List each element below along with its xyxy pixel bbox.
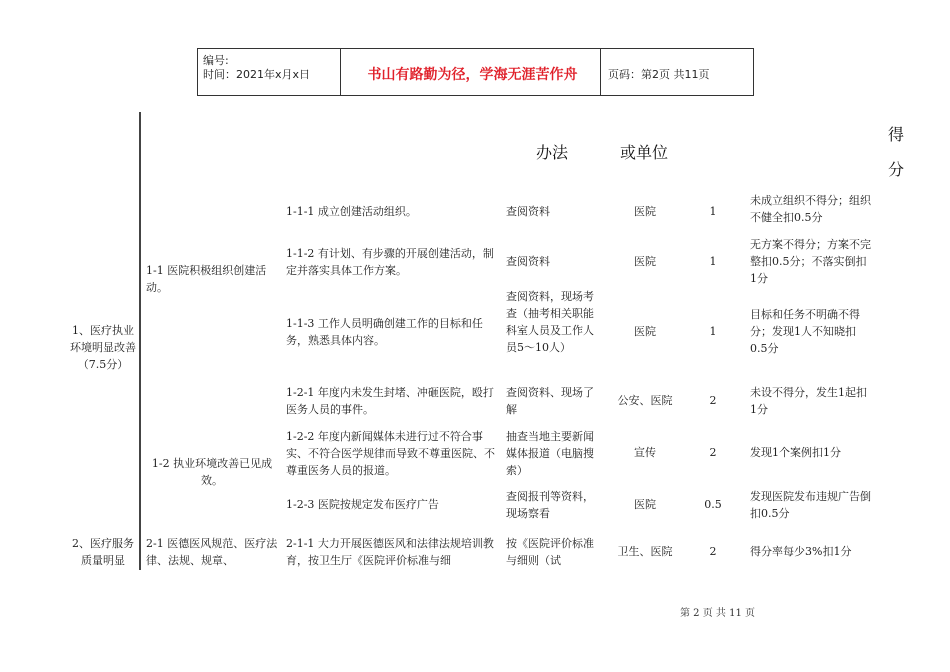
header-method: 办法 bbox=[536, 143, 569, 162]
method-cell: 查阅资料，现场考查（抽考相关职能科室人员及工作人员5～10人） bbox=[506, 290, 594, 354]
table-border-left bbox=[140, 112, 141, 570]
method-cell: 查阅资料、现场了解 bbox=[506, 386, 594, 416]
points-cell: 1 bbox=[709, 325, 717, 338]
unit-cell: 宣传 bbox=[634, 446, 656, 459]
criterion-cell: 1-1-3 工作人员明确创建工作的目标和任务，熟悉具体内容。 bbox=[286, 317, 483, 347]
method-cell: 按《医院评价标准与细则（试 bbox=[506, 537, 594, 567]
criterion-cell: 2-1-1 大力开展医德医风和法律法规培训教育，按卫生厅《医院评价标准与细 bbox=[286, 537, 494, 567]
method-cell: 查阅资料 bbox=[506, 205, 550, 218]
unit-cell: 公安、医院 bbox=[617, 394, 673, 407]
unit-cell: 医院 bbox=[634, 498, 656, 511]
criterion-cell: 1-2-2 年度内新闻媒体未进行过不符合事实、不符合医学规律而导致不尊重医院、不尊重医务人员的报道。 bbox=[286, 430, 495, 477]
unit-cell: 医院 bbox=[634, 205, 656, 218]
method-cell: 抽查当地主要新闻媒体报道（电脑搜索） bbox=[506, 430, 594, 477]
deduction-cell: 发现1个案例扣1分 bbox=[750, 446, 841, 459]
points-cell: 2 bbox=[709, 394, 717, 407]
criterion-cell: 1-1-1 成立创建活动组织。 bbox=[286, 205, 417, 218]
criterion-cell: 1-2-3 医院按规定发布医疗广告 bbox=[286, 498, 439, 511]
time-label: 时间：2021年x月x日 bbox=[203, 68, 311, 81]
unit-cell: 医院 bbox=[634, 255, 656, 268]
header-score-char: 分 bbox=[888, 160, 905, 179]
points-cell: 0.5 bbox=[704, 498, 722, 511]
unit-cell: 卫生、医院 bbox=[617, 545, 673, 558]
deduction-cell: 得分率每少3%扣1分 bbox=[750, 545, 852, 558]
item-cell: 1、医疗执业环境明显改善（7.5分） bbox=[70, 324, 136, 371]
footer-page-number: 第 2 页 共 11 页 bbox=[680, 608, 755, 619]
criterion-cell: 1-1-2 有计划、有步骤的开展创建活动，制定并落实具体工作方案。 bbox=[286, 247, 494, 277]
page-code: 页码：第2页 共11页 bbox=[608, 68, 710, 81]
deduction-cell: 无方案不得分；方案不完整扣0.5分；不落实倒扣1分 bbox=[750, 238, 871, 285]
header-score-char: 得 bbox=[888, 125, 905, 144]
header-divider bbox=[600, 48, 601, 96]
deduction-cell: 目标和任务不明确不得分；发现1人不知晓扣0.5分 bbox=[750, 308, 860, 355]
deduction-cell: 未设不得分，发生1起扣1分 bbox=[750, 386, 867, 416]
points-cell: 1 bbox=[709, 255, 717, 268]
points-cell: 2 bbox=[709, 545, 717, 558]
header-divider bbox=[340, 48, 341, 96]
subitem-cell: 2-1 医德医风规范、医疗法律、法规、规章、 bbox=[146, 537, 278, 567]
item-cell: 2、医疗服务质量明显 bbox=[72, 537, 134, 567]
unit-cell: 医院 bbox=[634, 325, 656, 338]
subitem-cell: 1-1 医院积极组织创建活动。 bbox=[146, 264, 267, 294]
points-cell: 1 bbox=[709, 205, 717, 218]
method-cell: 查阅报刊等资料，现场察看 bbox=[506, 490, 594, 520]
criterion-cell: 1-2-1 年度内未发生封堵、冲砸医院，殴打医务人员的事件。 bbox=[286, 386, 494, 416]
header-unit: 或单位 bbox=[620, 143, 669, 162]
number-label: 编号: bbox=[203, 54, 229, 67]
subitem-cell: 1-2 执业环境改善已见成效。 bbox=[151, 457, 273, 487]
deduction-cell: 发现医院发布违规广告倒扣0.5分 bbox=[750, 490, 871, 520]
deduction-cell: 未成立组织不得分；组织不健全扣0.5分 bbox=[750, 194, 871, 224]
motto-text: 书山有路勤为径，学海无涯苦作舟 bbox=[367, 67, 578, 83]
method-cell: 查阅资料 bbox=[506, 255, 550, 268]
points-cell: 2 bbox=[709, 446, 717, 459]
